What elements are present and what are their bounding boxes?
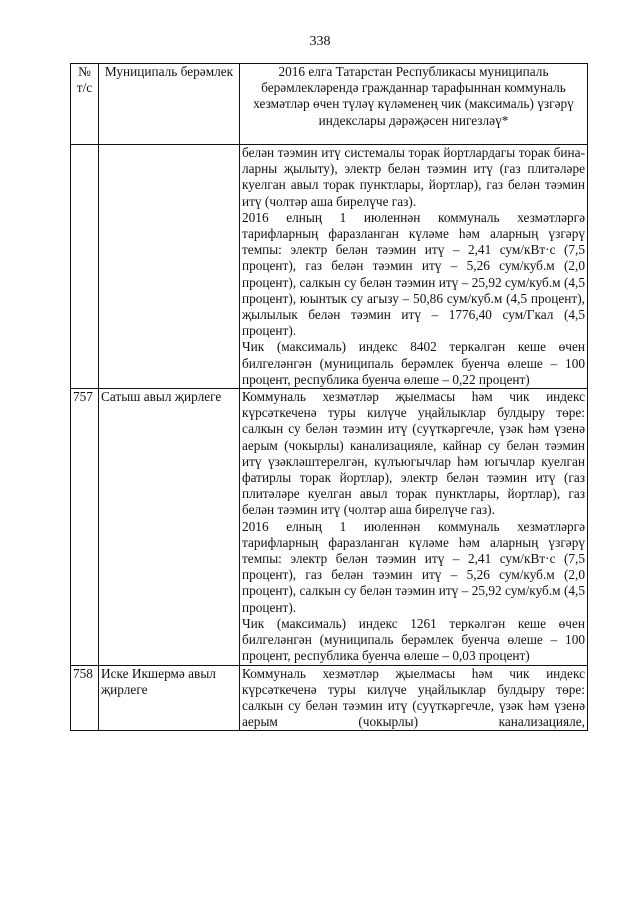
row-number: 758 (71, 665, 99, 731)
justification-cell (240, 145, 588, 389)
paragraph: белән тәэмин итү системалы торак йортлардагы торак биналарны җылыту), электр белән тәэмин итү (газ плитәләре куелган авыл торак пунктлары, йортлар), газ белән тәэмин итү (чолтәр аша бирелүче газ). (242, 145, 585, 209)
paragraph: Чик (максималь) индекс 1261 теркәлгән кеше өчен билгеләнгән (муниципаль берәмлек буенча өлеше – 100 процент, республика буенча өлеше – 0,03 процент) (242, 615, 585, 664)
indices-table (70, 63, 588, 731)
row-number: 757 (71, 389, 99, 665)
paragraph: 2016 елның 1 июленнән коммуналь хезмәтләргә тарифларның фаразланган күләме һәм аларның үзгәрү темпы: электр белән тәэмин итү – 2,41 сум/кВт·с (7,5 процент), газ белән тәэмин итү – 5,26 сум/куб.м (2,0 процент), салкын су белән тәэмин итү – 25,92 сум/куб.м (4,5 процент), юынтык су агызу – 50,86 сум/куб.м (4,5 процент), җылылык белән тәэмин итү – 1776,40 сум/Гкал (4,5 процент). (242, 209, 585, 339)
table-row (71, 145, 588, 389)
justification-cell (240, 665, 588, 731)
header-municipality-column: Муниципаль берәмлек (99, 64, 240, 145)
paragraph: Коммуналь хезмәтләр җыелмасы һәм чик индекс күрсәткеченә туры килүче уңайлыклар булдыру төре: салкын су белән тәэмин итү (суүткәргечле, үзәк һәм үзенә аерым (чокырлы) канализацияле, (242, 665, 585, 730)
table-row (71, 665, 588, 731)
header-number-column: № т/с (71, 64, 99, 145)
municipality-name: Иске Икшермә авыл җирлеге (99, 665, 240, 731)
row-number (71, 145, 99, 389)
page-number: 338 (309, 34, 331, 49)
justification-cell (240, 389, 588, 665)
table-row (71, 389, 588, 665)
paragraph: Чик (максималь) индекс 8402 теркәлгән кеше өчен билгеләнгән (муниципаль берәмлек буенча өлеше – 100 процент, республика буенча өлеше – 0,22 процент) (242, 339, 585, 387)
municipality-name: Сатыш авыл җирлеге (99, 389, 240, 665)
header-justification-column: 2016 елга Татарстан Республикасы муниципаль берәмлекләрендә гражданнар тарафыннан коммуналь хезмәтләр өчен түләү күләменең чик (максималь) үзгәрү индекслары дәрәҗәсен нигезләү* (240, 64, 588, 145)
table-header-row (71, 64, 588, 145)
paragraph: Коммуналь хезмәтләр җыелмасы һәм чик индекс күрсәткеченә туры килүче уңайлыклар булдыру төре: салкын су белән тәэмин итү (суүткәргечле, үзәк һәм үзенә аерым (чокырлы) канализацияле, кайнар су белән тәэмин итү үзәкләштерелгән, күлъюгычлар һәм югычлар куелган фатирлы торак йортлар), электр белән тәэмин итү (газ плитәләре куелган авыл торак пунктлары, йортлар), газ белән тәэмин итү (чолтәр аша бирелүче газ). (242, 389, 585, 518)
paragraph: 2016 елның 1 июленнән коммуналь хезмәтләргә тарифларның фаразланган күләме һәм аларның үзгәрү темпы: электр белән тәэмин итү – 2,41 сум/кВт·с (7,5 процент), газ белән тәэмин итү – 5,26 сум/куб.м (2,0 процент), салкын су белән тәэмин итү – 25,92 сум/куб.м (4,5 процент). (242, 518, 585, 615)
municipality-name (99, 145, 240, 389)
